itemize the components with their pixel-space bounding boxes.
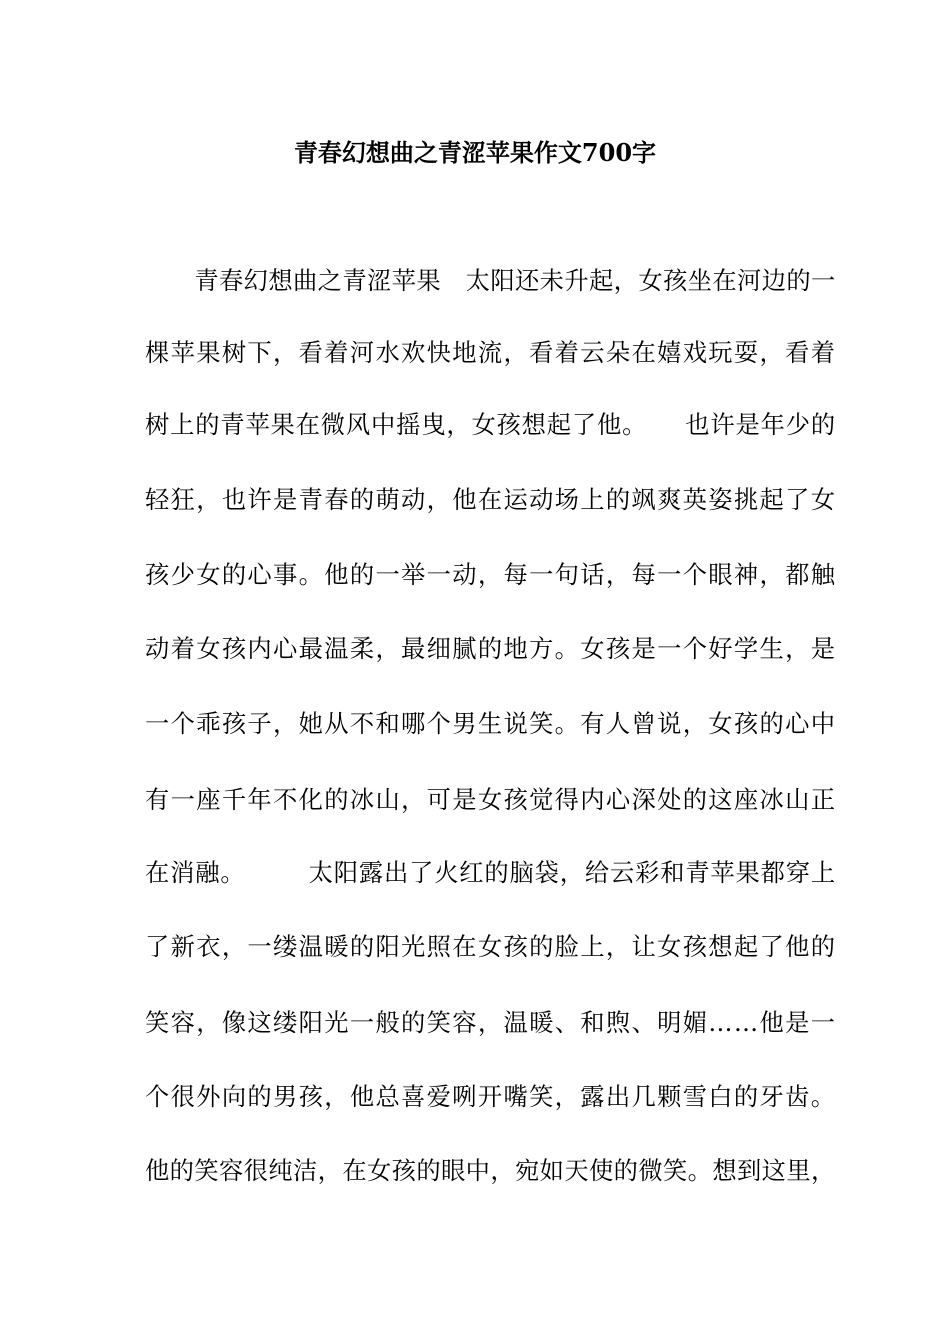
paragraph-line: 树上的青苹果在微风中摇曳，女孩想起了他。 也许是年少的: [145, 410, 836, 439]
document-title: 青春幻想曲之青涩苹果作文700字: [293, 138, 657, 167]
paragraph-line: 了新衣，一缕温暖的阳光照在女孩的脸上，让女孩想起了他的: [145, 932, 837, 961]
paragraph-line: 有一座千年不化的冰山，可是女孩觉得内心深处的这座冰山正: [145, 785, 837, 814]
paragraph-line: 笑容，像这缕阳光一般的笑容，温暖、和煦、明媚……他是一: [145, 1008, 837, 1037]
paragraph-line: 他的笑容很纯洁，在女孩的眼中，宛如天使的微笑。想到这里，: [145, 1156, 836, 1185]
paragraph-line: 棵苹果树下，看着河水欢快地流，看着云朵在嬉戏玩耍，看着: [145, 338, 837, 367]
paragraph-line: 个很外向的男孩，他总喜爱咧开嘴笑，露出几颗雪白的牙齿。: [145, 1082, 837, 1111]
paragraph-line: 孩少女的心事。他的一举一动，每一句话，每一个眼神，都触: [145, 560, 837, 589]
paragraph-line: 在消融。 太阳露出了火红的脑袋，给云彩和青苹果都穿上: [145, 858, 836, 887]
paragraph-line: 轻狂，也许是青春的萌动，他在运动场上的飒爽英姿挑起了女: [145, 485, 837, 514]
paragraph-line: 青春幻想曲之青涩苹果 太阳还未升起，女孩坐在河边的一: [145, 266, 836, 295]
paragraph-line: 动着女孩内心最温柔，最细腻的地方。女孩是一个好学生，是: [145, 634, 837, 663]
paragraph-line: 一个乖孩子，她从不和哪个男生说笑。有人曾说，女孩的心中: [145, 709, 837, 738]
